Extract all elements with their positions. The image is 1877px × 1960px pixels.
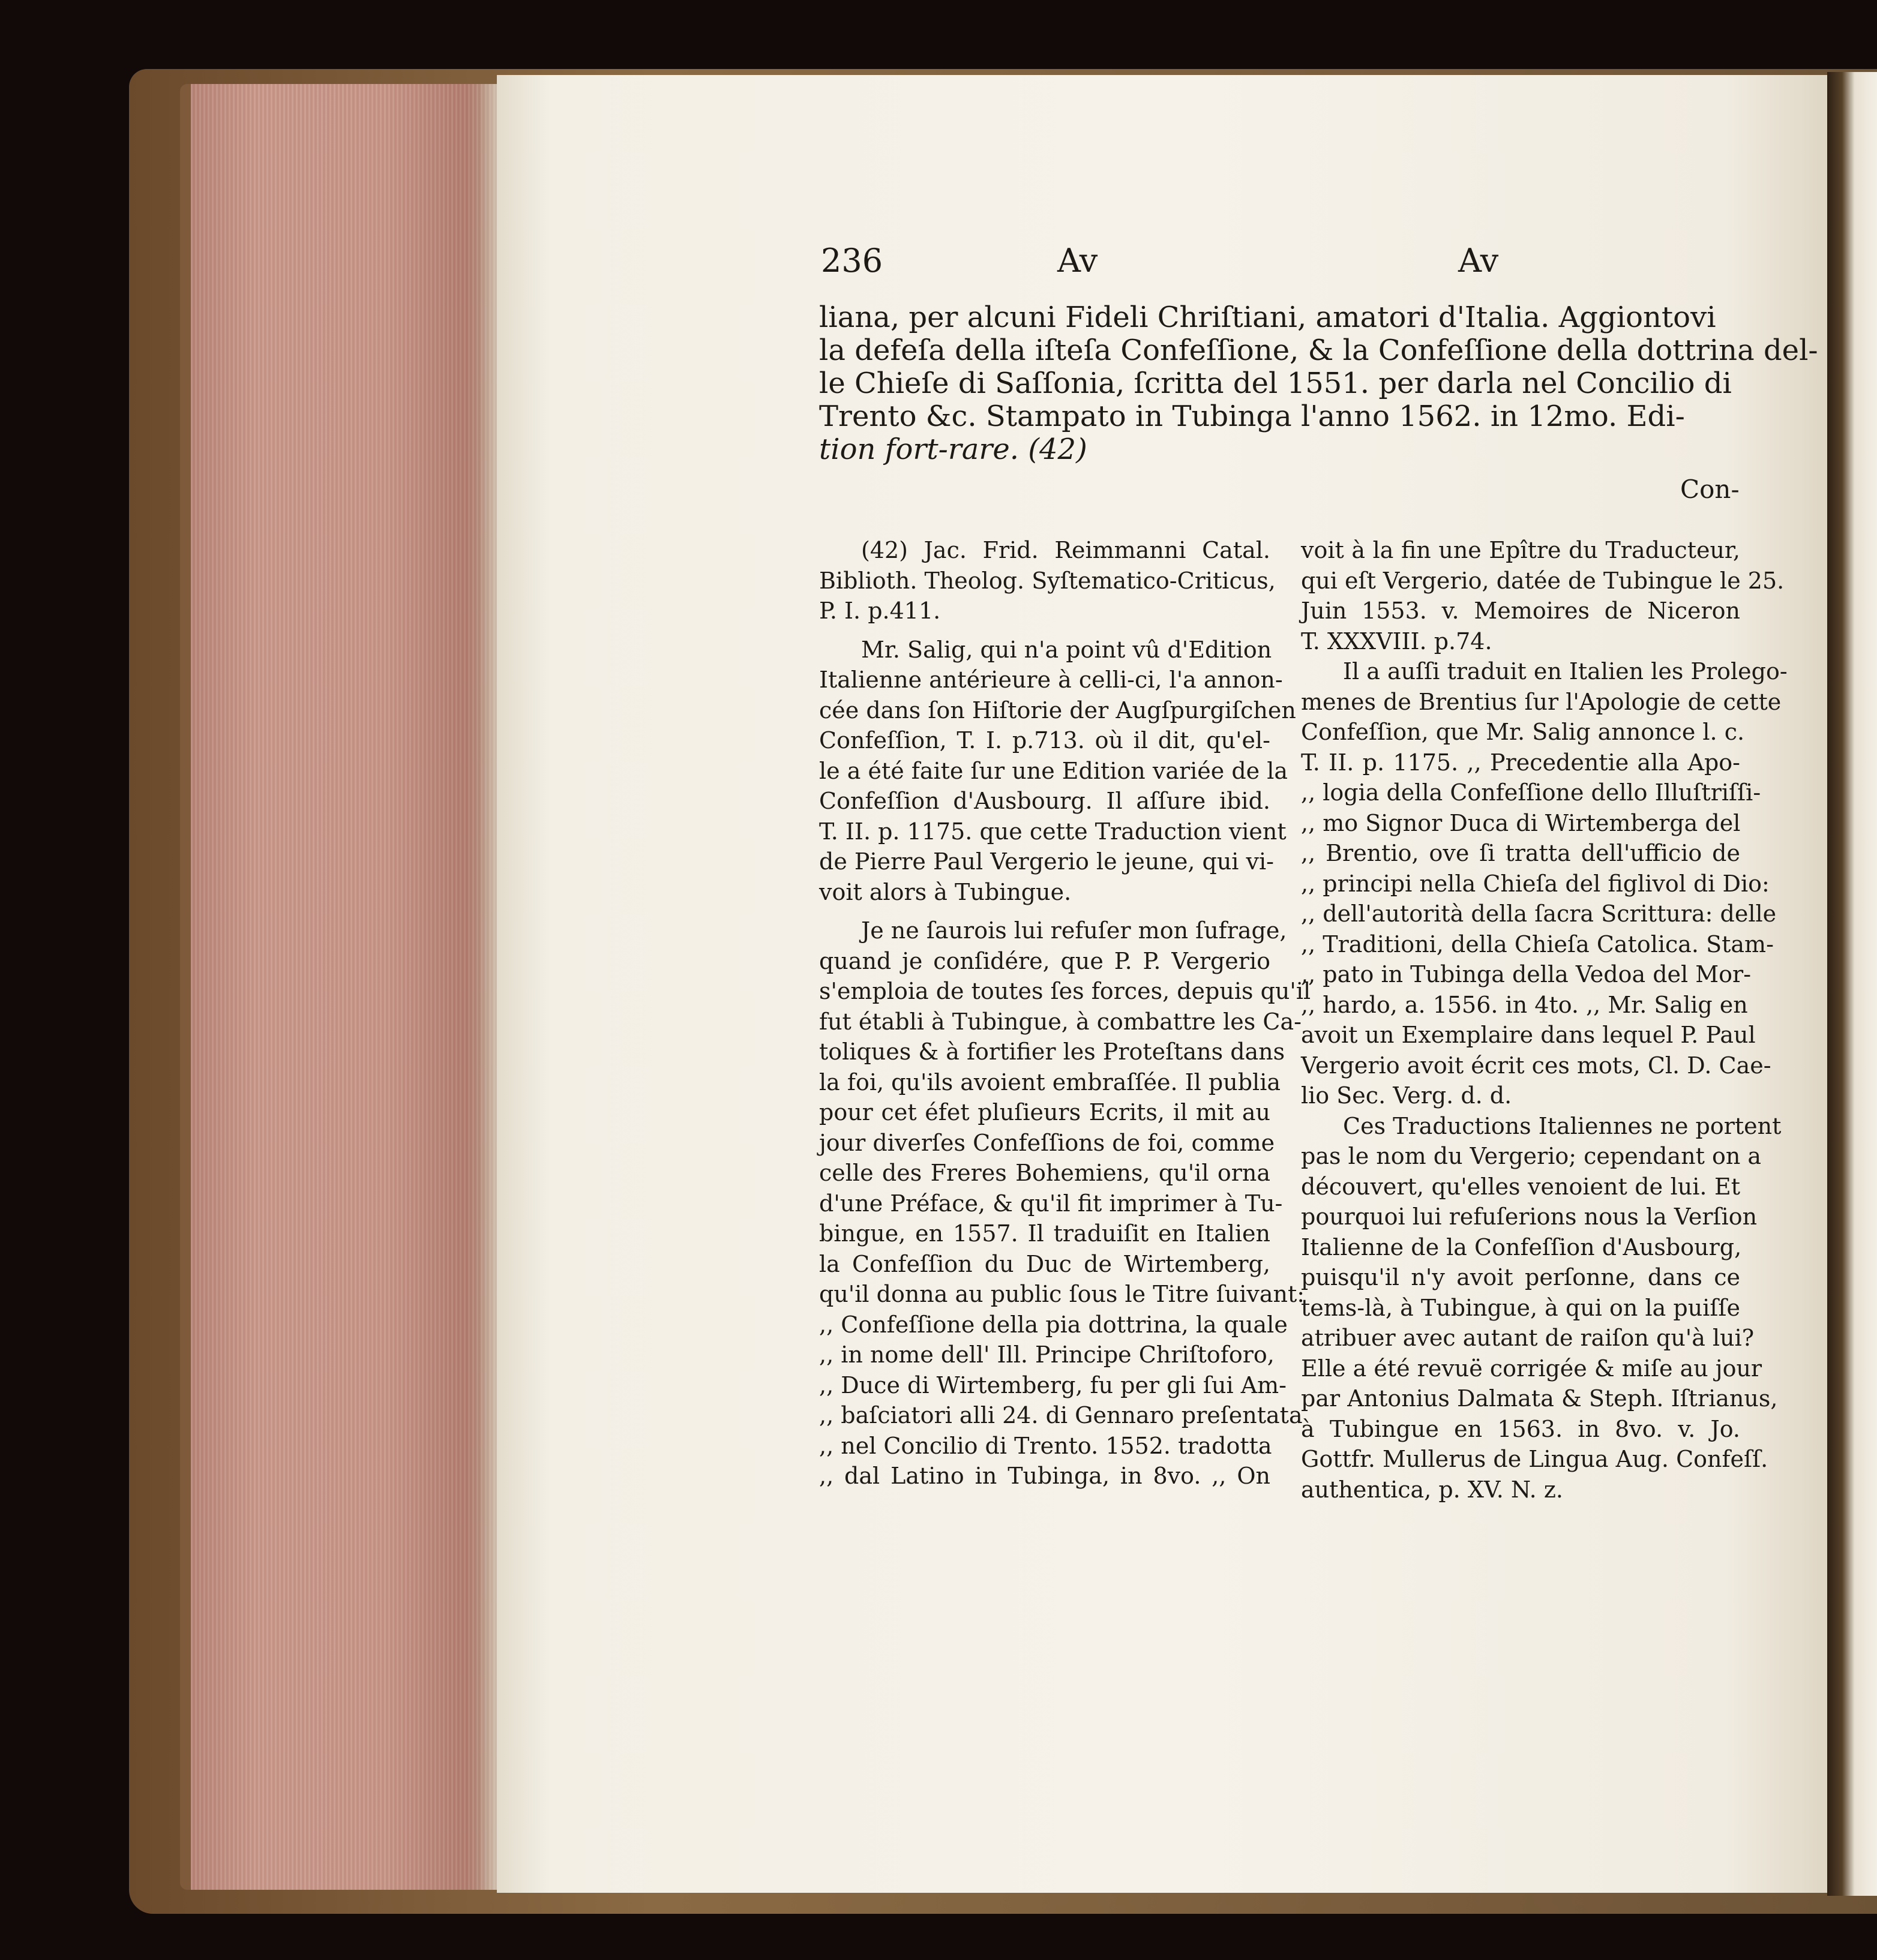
text-line: la foi, qu'ils avoient embraſſée. Il publia — [819, 1068, 1281, 1095]
text-line: ,, Duce di Wirtemberg, fu per gli ſui Am- — [819, 1371, 1287, 1398]
text-line: authentica, p. XV. N. z. — [1301, 1476, 1563, 1503]
text-line: découvert, qu'elles venoient de lui. Et — [1301, 1173, 1740, 1200]
text-line: par Antonius Dalmata & Steph. Iſtrianus, — [1301, 1385, 1778, 1412]
text-line: de Pierre Paul Vergerio le jeune, qui vi- — [819, 848, 1274, 875]
left-column — [819, 535, 1311, 1491]
text-line: pour cet éfet pluſieurs Ecrits, il mit au — [819, 1099, 1270, 1125]
top-paragraph-line: la defeſa della iſteſa Confeſſione, & la Confeſſione della dottrina del- — [819, 334, 1818, 367]
paragraph-gap — [819, 907, 1270, 916]
text-line: à Tubingue en 1563. in 8vo. v. Jo. — [1301, 1415, 1740, 1442]
text-line: Confeſſion, T. I. p.713. où il dit, qu'el- — [819, 727, 1270, 754]
left-running-head: Av — [1057, 242, 1098, 280]
text-line: pourquoi lui refuſerions nous la Verſion — [1301, 1203, 1758, 1230]
text-line: T. XXXVIII. p.74. — [1301, 628, 1492, 655]
text-line: qu'il donna au public ſous le Titre ſuivant: — [819, 1281, 1305, 1307]
text-line: atribuer avec autant de raiſon qu'à lui? — [1301, 1325, 1755, 1351]
text-line: lio Sec. Verg. d. d. — [1301, 1082, 1512, 1109]
text-line: la Confeſſion du Duc de Wirtemberg, — [819, 1250, 1270, 1277]
text-line: ,, in nome dell' Ill. Principe Chriſtoforo, — [819, 1341, 1275, 1368]
text-line: ,, hardo, a. 1556. in 4to. ,, Mr. Salig en — [1301, 991, 1748, 1018]
text-line: P. I. p.411. — [819, 598, 941, 624]
text-line: ,, principi nella Chieſa del figlivol di Dio: — [1301, 870, 1770, 897]
text-line: Elle a été revuë corrigée & miſe au jour — [1301, 1355, 1762, 1382]
top-paragraph-line: Trento &c. Stampato in Tubinga l'anno 1562. in 12mo. Edi- — [819, 400, 1685, 433]
text-line: ,, logia della Confeſſione dello Illuſtriſſi- — [1301, 779, 1761, 806]
text-line: bingue, en 1557. Il traduiſit en Italien — [819, 1220, 1270, 1247]
text-line: Confeſſion d'Ausbourg. Il aſſure ibid. — [819, 788, 1270, 814]
right-running-head: Av — [1458, 242, 1499, 280]
text-line: avoit un Exemplaire dans lequel P. Paul — [1301, 1022, 1756, 1048]
text-line: cée dans ſon Hiſtorie der Augſpurgiſchen — [819, 697, 1296, 724]
top-paragraph-line: tion fort-rare. (42) — [819, 433, 1087, 466]
text-line: Juin 1553. v. Memoires de Niceron — [1301, 598, 1740, 624]
text-line: Italienne antérieure à celli-ci, l'a annon- — [819, 667, 1283, 693]
right-column — [1301, 535, 1788, 1505]
text-line: Ces Traductions Italiennes ne portent — [1343, 1112, 1782, 1139]
text-line: Confeſſion, que Mr. Salig annonce l. c. — [1301, 719, 1745, 745]
text-line: celle des Freres Bohemiens, qu'il orna — [819, 1160, 1270, 1186]
text-line: voit alors à Tubingue. — [819, 878, 1072, 905]
text-line: Je ne ſaurois lui refuſer mon ſufrage, — [861, 917, 1287, 944]
top-paragraph-line: liana, per alcuni Fideli Chriſtiani, amatori d'Italia. Aggiontovi — [819, 301, 1716, 334]
text-line: tems-là, à Tubingue, à qui on la puiſſe — [1301, 1294, 1740, 1321]
text-line: qui eſt Vergerio, datée de Tubingue le 25. — [1301, 567, 1785, 594]
text-line: d'une Préface, & qu'il fit imprimer à Tu- — [819, 1190, 1283, 1217]
top-paragraph-line: le Chieſe di Saſſonia, ſcritta del 1551. per darla nel Concilio di — [819, 367, 1732, 400]
text-line: T. II. p. 1175. que cette Traduction vient — [819, 818, 1287, 845]
text-line: s'emploia de toutes ſes forces, depuis qu'il — [819, 978, 1311, 1004]
text-line: ,, Confeſſione della pia dottrina, la quale — [819, 1311, 1288, 1338]
text-line: toliques & à fortifier les Proteſtans dans — [819, 1038, 1285, 1065]
text-line: Vergerio avoit écrit ces mots, Cl. D. Cae- — [1301, 1052, 1771, 1079]
page-edges — [180, 84, 515, 1890]
text-line: ,, dal Latino in Tubinga, in 8vo. ,, On — [819, 1463, 1270, 1489]
text-line: ,, dell'autorità della ſacra Scrittura: delle — [1301, 901, 1777, 927]
text-line: Il a auſſi traduit en Italien les Prolego- — [1343, 658, 1788, 685]
text-line: le a été faite ſur une Edition variée de la — [819, 757, 1288, 784]
text-line: T. II. p. 1175. ,, Precedentie alla Apo- — [1301, 749, 1740, 776]
text-line: Biblioth. Theolog. Syſtematico-Criticus, — [819, 567, 1276, 594]
text-line: Gottfr. Mullerus de Lingua Aug. Confeſſ. — [1301, 1446, 1768, 1472]
text-line: pas le nom du Vergerio; cependant on a — [1301, 1143, 1762, 1169]
text-line: jour diverſes Confeſſions de foi, comme — [819, 1129, 1275, 1156]
text-line: fut établi à Tubingue, à combattre les Ca- — [819, 1008, 1302, 1035]
text-line: ,, Traditioni, della Chieſa Catolica. Stam- — [1301, 931, 1774, 958]
text-line: ,, pato in Tubinga della Vedoa del Mor- — [1301, 961, 1752, 987]
text-line: Mr. Salig, qui n'a point vû d'Edition — [861, 636, 1272, 663]
facing-page-edge — [1827, 72, 1877, 1896]
text-line: ,, Brentio, ove ſi tratta dell'ufficio de — [1301, 840, 1740, 866]
text-line: voit à la fin une Epître du Traducteur, — [1301, 537, 1740, 563]
page-number: 236 — [821, 242, 883, 280]
text-line: ,, baſciatori alli 24. di Gennaro preſentata — [819, 1402, 1303, 1428]
text-line: Italienne de la Confeſſion d'Ausbourg, — [1301, 1233, 1742, 1260]
text-line: puisqu'il n'y avoit perſonne, dans ce — [1301, 1264, 1740, 1290]
text-line: (42) Jac. Frid. Reimmanni Catal. — [861, 537, 1270, 563]
catchword: Con- — [1680, 475, 1740, 504]
text-line: menes de Brentius ſur l'Apologie de cette — [1301, 688, 1782, 715]
paragraph-gap — [819, 626, 1270, 635]
text-line: quand je conſidére, que P. P. Vergerio — [819, 947, 1270, 974]
text-line: ,, mo Signor Duca di Wirtemberga del — [1301, 809, 1741, 836]
text-line: ,, nel Concilio di Trento. 1552. tradotta — [819, 1432, 1272, 1459]
